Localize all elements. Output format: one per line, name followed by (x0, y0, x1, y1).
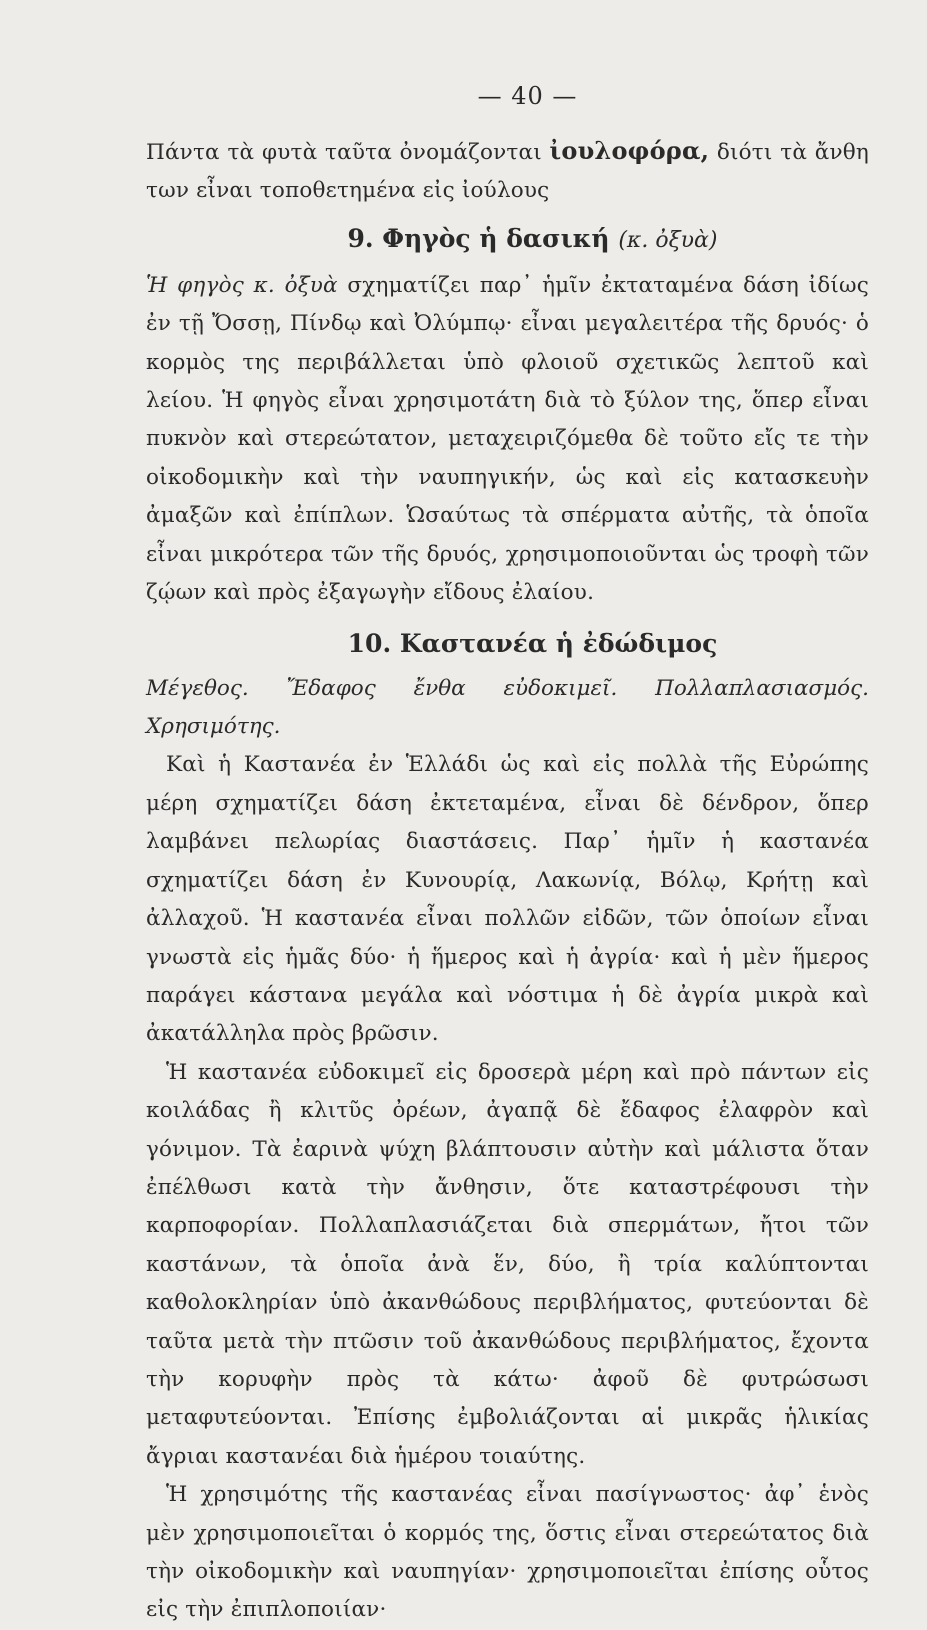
page-number: — 40 — (477, 82, 578, 110)
section-9-paren: (κ. ὀξυὰ) (618, 227, 718, 253)
intro-text-before: Πάντα τὰ φυτὰ ταῦτα ὀνομάζονται (146, 140, 550, 165)
intro-term: ἰουλοφόρα, (549, 136, 710, 165)
section-9-title: 9. Φηγὸς ἡ δασική (347, 223, 610, 253)
section-10-subheading: Μέγεθος. Ἔδαφος ἔνθα εὐδοκιμεῖ. Πολλαπλασιασμός. Χρησιμότης. (146, 676, 869, 740)
section-10-paragraph-3: Ἡ χρησιμότης τῆς καστανέας εἶναι πασίγνωστος· ἀφ᾽ ἑνὸς μὲν χρησιμοποιεῖται ὁ κορμός της, ὅστις εἶναι στερεώτατος διὰ τὴν οἰκοδομικὴν καὶ ναυπηγίαν· χρησιμοποιεῖται ἐπίσης οὗτος εἰς τὴν ἐπιπλοποιίαν· (146, 1482, 869, 1623)
section-9-body: σχηματίζει παρ᾽ ἡμῖν ἐκταταμένα δάση ἰδίως ἐν τῇ Ὄσσῃ, Πίνδῳ καὶ Ὀλύμπῳ· εἶναι μεγαλειτέρα τῆς δρυός· ὁ κορμὸς της περιβάλλεται ὑπὸ φλοιοῦ σχετικῶς λεπτοῦ καὶ λείου. Ἡ φηγὸς εἶναι χρησιμοτάτη διὰ τὸ ξύλον της, ὅπερ εἶναι πυκνὸν καὶ στερεώτατον, μεταχειριζόμεθα δὲ τοῦτο εἴς τε τὴν οἰκοδομικὴν καὶ τὴν ναυπηγικήν, ὡς καὶ εἰς κατασκευὴν ἀμαξῶν καὶ ἐπίπλων. Ὡσαύτως τὰ σπέρματα αὐτῆς, τὰ ὁποῖα εἶναι μικρότερα τῶν τῆς δρυός, χρησιμοποιοῦνται ὡς τροφὴ τῶν ζῴων καὶ πρὸς ἐξαγωγὴν εἴδους ἐλαίου. (146, 272, 869, 606)
section-9-paragraph (146, 267, 869, 613)
intro-paragraph (146, 132, 869, 211)
section-10-paragraph-1: Καὶ ἡ Καστανέα ἐν Ἑλλάδι ὡς καὶ εἰς πολλὰ τῆς Εὐρώπης μέρη σχηματίζει δάση ἐκτεταμένα, εἶναι δὲ δένδρον, ὅπερ λαμβάνει πελωρίας διαστάσεις. Παρ᾽ ἡμῖν ἡ καστανέα σχηματίζει δάση ἐν Κυνουρίᾳ, Λακωνίᾳ, Βόλῳ, Κρήτῃ καὶ ἀλλαχοῦ. Ἡ καστανέα εἶναι πολλῶν εἰδῶν, τῶν ὁποίων εἶναι γνωστὰ εἰς ἡμᾶς δύο· ἡ ἥμερος καὶ ἡ ἀγρία· καὶ ἡ μὲν ἥμερος παράγει κάστανα μεγάλα καὶ νόστιμα ἡ δὲ ἀγρία μικρὰ καὶ ἀκατάλληλα πρὸς βρῶσιν. (146, 752, 869, 1047)
section-10-heading: 10. Καστανέα ἡ ἐδώδιμος (347, 629, 718, 659)
section-9-heading (146, 219, 869, 261)
intro-text-after: διότι τὰ ἄνθη των εἶναι τοποθετημένα εἰς ἰούλους (146, 140, 869, 204)
section-9-lead: Ἡ φηγὸς κ. ὀξυὰ (146, 272, 338, 298)
section-10-paragraph-2: Ἡ καστανέα εὐδοκιμεῖ εἰς δροσερὰ μέρη καὶ πρὸ πάντων εἰς κοιλάδας ἢ κλιτῦς ὀρέων, ἀγαπᾷ δὲ ἔδαφος ἐλαφρὸν καὶ γόνιμον. Τὰ ἐαρινὰ ψύχη βλάπτουσιν αὐτὴν καὶ μάλιστα ὅταν ἐπέλθωσι κατὰ τὴν ἄνθησιν, ὅτε καταστρέφουσι τὴν καρποφορίαν. Πολλαπλασιάζεται διὰ σπερμάτων, ἤτοι τῶν καστάνων, τὰ ὁποῖα ἀνὰ ἕν, δύο, ἢ τρία καλύπτονται καθολοκληρίαν ὑπὸ ἀκανθώδους περιβλήματος, φυτεύονται δὲ ταῦτα μετὰ τὴν πτῶσιν τοῦ ἀκανθώδους περιβλήματος, ἔχοντα τὴν κορυφὴν πρὸς τὰ κάτω· ἀφοῦ δὲ φυτρώσωσι μεταφυτεύονται. Ἐπίσης ἐμβολιάζονται αἱ μικρᾶς ἡλικίας ἄγριαι καστανέαι διὰ ἡμέρου τοιαύτης. (146, 1059, 869, 1469)
